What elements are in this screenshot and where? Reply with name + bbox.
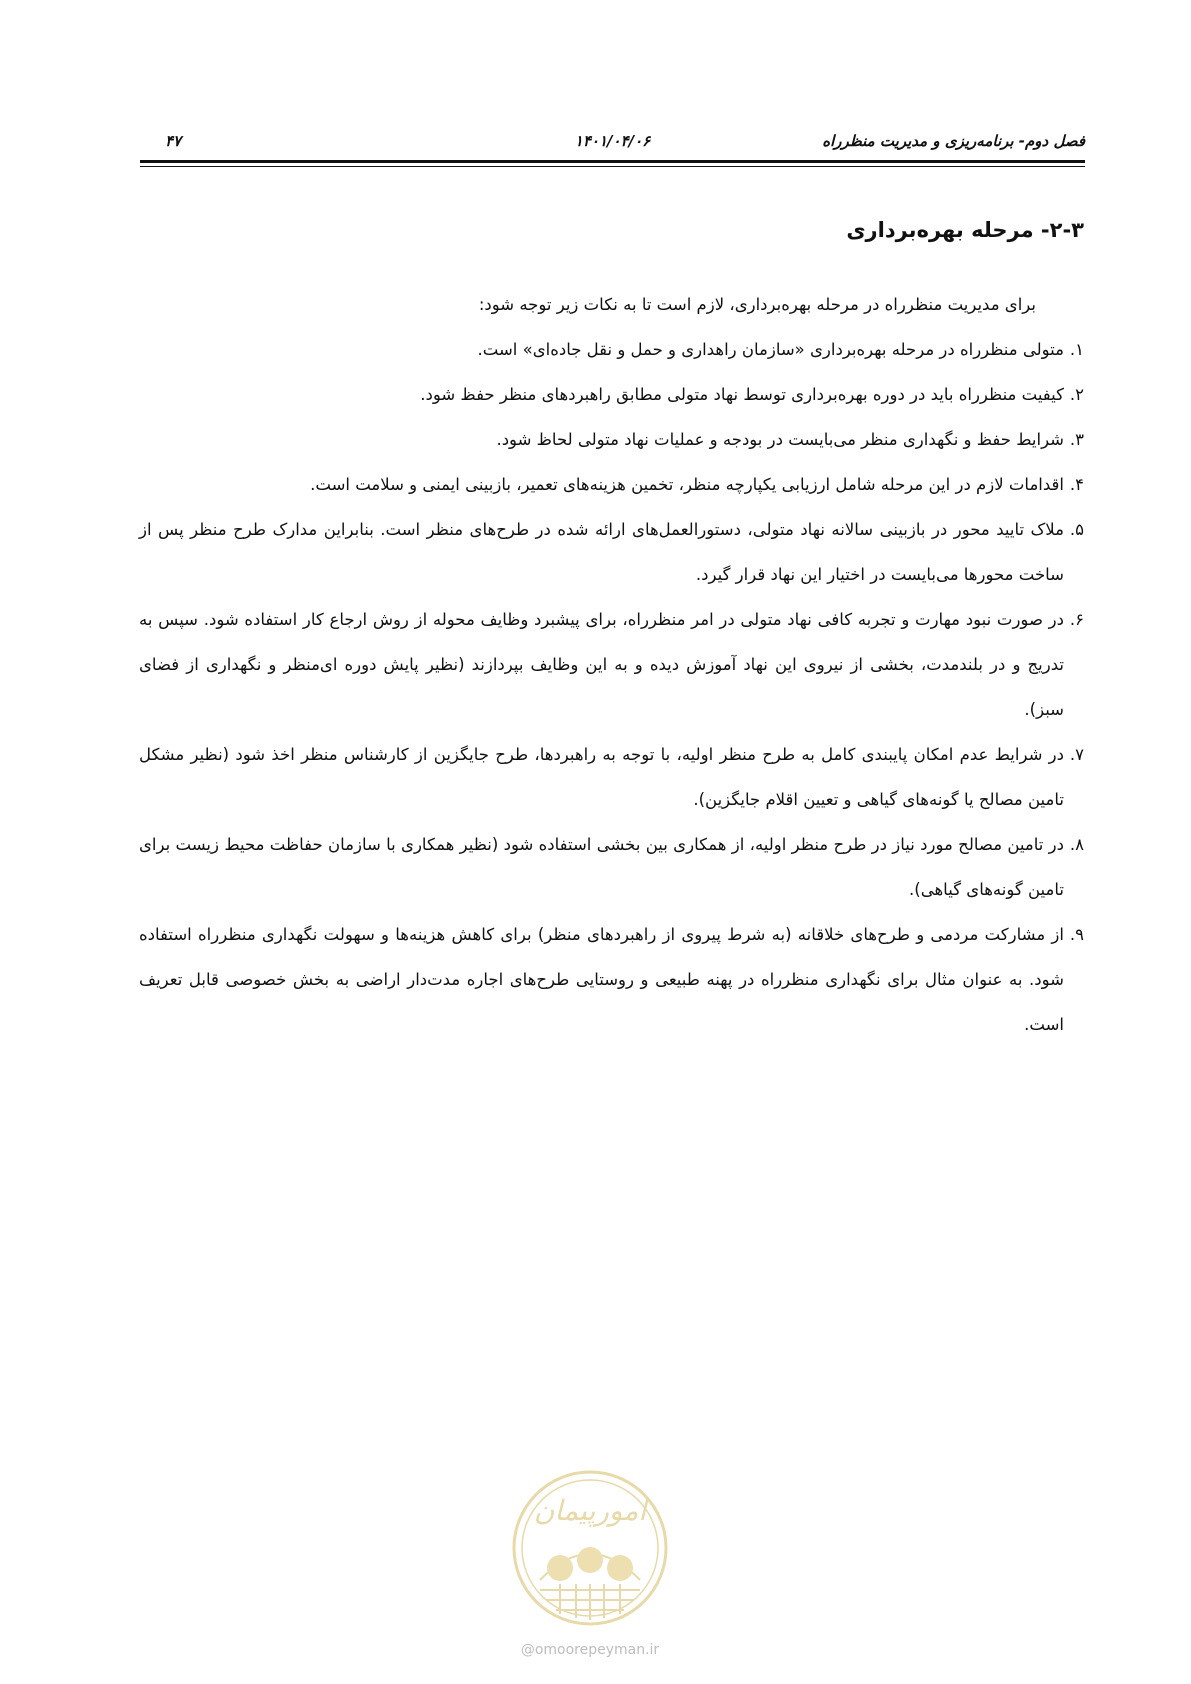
section-body [139,282,1084,1047]
list-item-number: ۸. [1069,835,1084,854]
list-item-number: ۵. [1069,520,1084,539]
header-rule-thin [140,166,1085,167]
list-item [139,462,1084,507]
section-heading: ۲-۳- مرحله بهره‌برداری [846,218,1084,242]
list-item [139,372,1084,417]
list-item-text: متولی منظرراه در مرحله بهره‌برداری «سازمان راهداری و حمل و نقل جاده‌ای» است. [477,340,1064,359]
list-item [139,507,1084,597]
list-item-text: در صورت نبود مهارت و تجربه کافی نهاد متولی در امر منظرراه، برای پیشبرد وظایف محوله از روش ارجاع کار استفاده شود. سپس به تدریج و در بلندمدت، بخشی از نیروی این نهاد آموزش دیده و به این وظایف بپردازند (نظیر پایش دوره ای‌منظر و نگهداری از فضای سبز). [139,610,1064,719]
list-item-number: ۷. [1069,745,1084,764]
chapter-title: فصل دوم- برنامه‌ریزی و مدیریت منظرراه [822,132,1085,150]
seal-icon [510,1468,670,1628]
logo-wordmark: امورپیمان [533,1494,647,1527]
list-item-number: ۳. [1069,430,1084,449]
list-item-number: ۶. [1069,610,1084,629]
list-item-text: ملاک تایید محور در بازبینی سالانه نهاد متولی، دستورالعمل‌های ارائه شده در طرح‌های منظر است. بنابراین مدارک طرح منظر پس از ساخت محورها می‌بایست در اختیار این نهاد قرار گیرد. [139,520,1064,584]
list-item-text: اقدامات لازم در این مرحله شامل ارزیابی یکپارچه منظر، تخمین هزینه‌های تعمیر، بازبینی ایمنی و سلامت است. [310,475,1064,494]
page-number: ۴۷ [165,132,182,150]
list-item [139,327,1084,372]
list-item-number: ۱. [1069,340,1084,359]
list-item-text: از مشارکت مردمی و طرح‌های خلاقانه (به شرط پیروی از راهبردهای منظر) برای کاهش هزینه‌ها و سهولت نگهداری منظرراه استفاده شود. به عنوان مثال برای نگهداری منظرراه در پهنه طبیعی و روستایی طرح‌های اجاره مدت‌دار اراضی به بخش خصوصی قابل تعریف است. [139,925,1064,1034]
list-item-number: ۹. [1069,925,1084,944]
list-item [139,912,1084,1047]
header-date: ۱۴۰۱/۰۴/۰۶ [574,132,651,150]
list-item-text: کیفیت منظرراه باید در دوره بهره‌برداری توسط نهاد متولی مطابق راهبردهای منظر حفظ شود. [420,385,1064,404]
list-item-text: در شرایط عدم امکان پایبندی کامل به طرح منظر اولیه، با توجه به راهبردها، طرح جایگزین از کارشناس منظر اخذ شود (نظیر مشکل تامین مصالح یا گونه‌های گیاهی و تعیین اقلام جایگزین). [139,745,1064,809]
list-item-number: ۴. [1069,475,1084,494]
list-item [139,597,1084,732]
watermark-logo [510,1468,670,1628]
intro-paragraph: برای مدیریت منظرراه در مرحله بهره‌برداری، لازم است تا به نکات زیر توجه شود: [478,295,1036,314]
watermark-url: @omoorepeyman.ir [520,1642,660,1658]
numbered-list [139,327,1084,1047]
list-item [139,732,1084,822]
page-header [140,132,1085,154]
list-item-text: در تامین مصالح مورد نیاز در طرح منظر اولیه، از همکاری بین بخشی استفاده شود (نظیر همکاری با سازمان حفاظت محیط زیست برای تامین گونه‌های گیاهی). [139,835,1064,899]
list-item [139,822,1084,912]
header-rule-thick [140,160,1085,163]
list-item-number: ۲. [1069,385,1084,404]
list-item [139,417,1084,462]
list-item-text: شرایط حفظ و نگهداری منظر می‌بایست در بودجه و عملیات نهاد متولی لحاظ شود. [496,430,1064,449]
